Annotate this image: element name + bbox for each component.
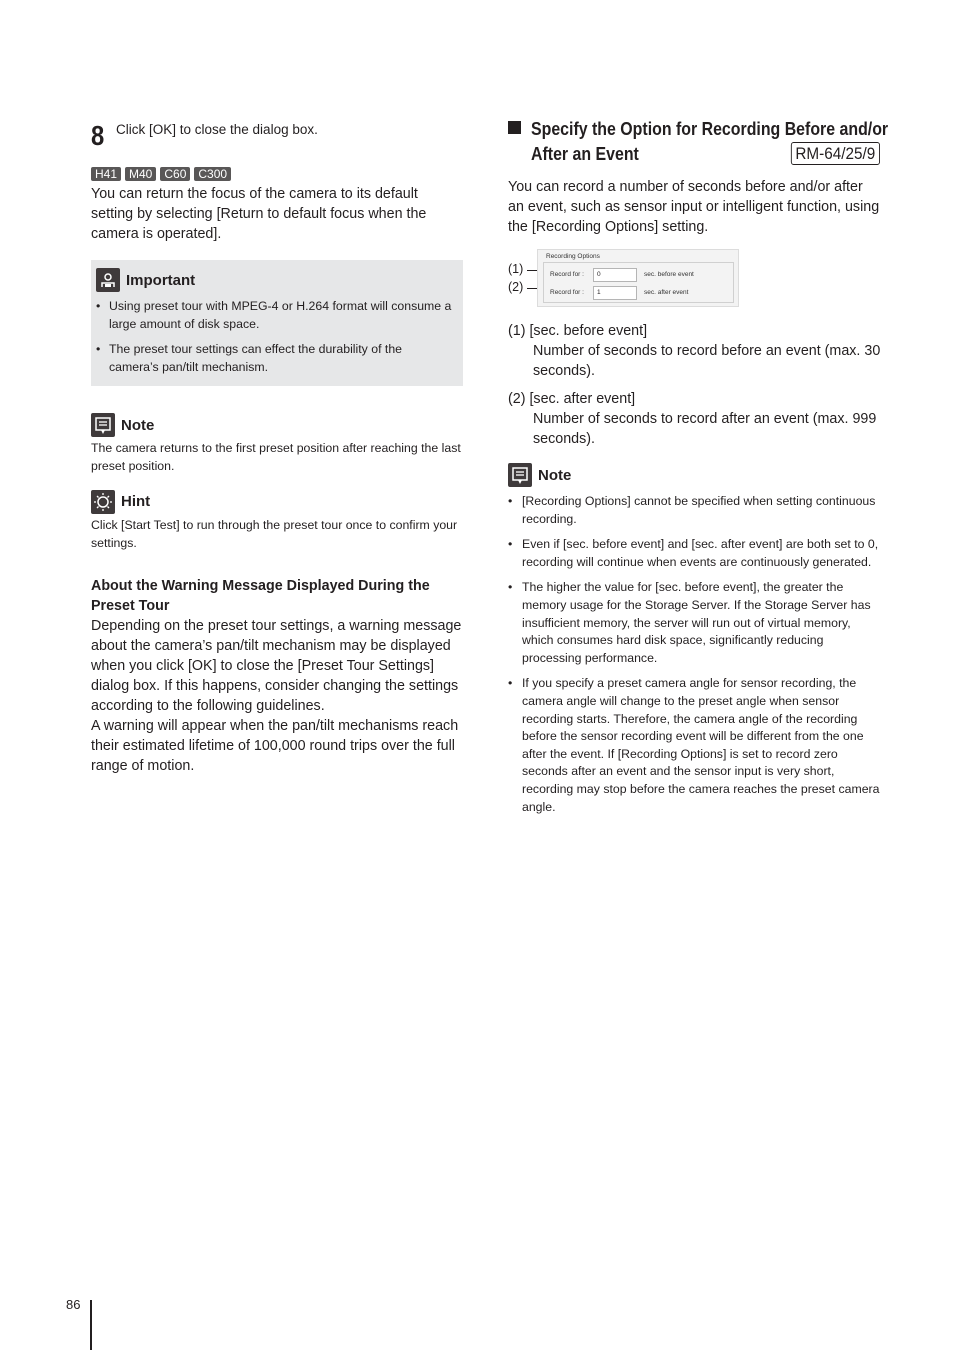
record-for-label: Record for : <box>550 289 584 296</box>
model-badge: M40 <box>125 167 156 181</box>
note-icon <box>508 463 532 487</box>
list-item: • The higher the value for [sec. before event], the greater the memory usage for the Storage Server. If the Storage Server has insufficient memory, the server will run out of virtual memory, which consumes hard disk space, significantly reducing processing performance. <box>508 579 882 667</box>
step-text: Click [OK] to close the dialog box. <box>116 122 318 137</box>
step-number: 8 <box>91 120 105 151</box>
left-column <box>91 118 463 776</box>
list-item: • Even if [sec. before event] and [sec. after event] are both set to 0, recording will continue when events are continuously generated. <box>508 536 882 571</box>
page-rule <box>90 1300 92 1350</box>
before-event-field[interactable]: 0 <box>593 268 637 282</box>
important-box <box>91 260 463 386</box>
definition-term: (2) [sec. after event] <box>508 391 636 407</box>
callout-2: (2) <box>508 280 524 294</box>
section-title-line: After an Event <box>531 143 639 164</box>
rm-badge: RM-64/25/9 <box>791 142 880 165</box>
hint-title: Hint <box>121 493 151 511</box>
focus-text: You can return the focus of the camera to its default setting by selecting [Return to default focus when the camera is operated]. <box>91 186 427 242</box>
group-title: Recording Options <box>546 253 600 260</box>
hint-header <box>91 490 463 514</box>
list-item: • The preset tour settings can effect the durability of the camera’s pan/tilt mechanism. <box>96 341 455 376</box>
recording-options-screenshot <box>508 249 882 309</box>
after-event-field[interactable]: 1 <box>593 286 637 300</box>
note-section <box>508 463 882 816</box>
definition-term: (1) [sec. before event] <box>508 323 648 339</box>
important-list <box>96 298 455 376</box>
right-column <box>508 116 889 816</box>
section-title-line: Specify the Option for Recording Before and/or <box>531 118 889 139</box>
note-text: The camera returns to the first preset position after reaching the last preset position. <box>91 441 461 474</box>
warning-para: Depending on the preset tour settings, a warning message about the camera’s pan/tilt mechanism may be displayed when you click [OK] to close the [Preset Tour Settings] dialog box. If this happens, consider changing the settings according to the following guidelines. <box>91 617 462 714</box>
before-event-suffix: sec. before event <box>644 271 694 278</box>
note-title: Note <box>121 416 155 434</box>
record-for-label: Record for : <box>550 271 584 278</box>
list-item: • Using preset tour with MPEG-4 or H.264 format will consume a large amount of disk space. <box>96 298 455 333</box>
model-badge: C300 <box>194 167 231 181</box>
step-8 <box>91 118 463 154</box>
hint-section <box>91 490 463 553</box>
list-item: • If you specify a preset camera angle for sensor recording, the camera angle will change to the preset angle when sensor recording starts. Therefore, the camera angle of the recording before the sensor recording event will be different from the one after the event. If [Recording Options] is set to record zero seconds after an event and the sensor input is very short, recording may stop before the camera reaches the preset camera angle. <box>508 675 882 816</box>
note-header <box>91 413 463 437</box>
important-header <box>96 268 455 292</box>
important-icon <box>96 268 120 292</box>
note-header <box>508 463 882 487</box>
page-number: 86 <box>66 1297 81 1312</box>
hint-icon <box>91 490 115 514</box>
warning-section <box>91 576 463 776</box>
note-title: Note <box>538 466 572 484</box>
important-title: Important <box>126 271 196 289</box>
callout-1: (1) <box>508 262 524 276</box>
warning-para: A warning will appear when the pan/tilt mechanisms reach their estimated lifetime of 100,000 round trips over the full range of motion. <box>91 717 459 774</box>
square-bullet-icon <box>508 121 521 134</box>
section-heading <box>508 116 889 168</box>
list-item: • [Recording Options] cannot be specified when setting continuous recording. <box>508 493 882 528</box>
model-badge: H41 <box>91 167 121 181</box>
note-section <box>91 413 463 476</box>
group-box <box>543 262 734 303</box>
model-badges <box>91 167 463 181</box>
warning-heading: About the Warning Message Displayed During the Preset Tour <box>91 577 430 614</box>
definition-desc: Number of seconds to record after an event (max. 999 seconds). <box>533 411 877 447</box>
note-icon <box>91 413 115 437</box>
definition-list <box>508 321 882 449</box>
definition-desc: Number of seconds to record before an event (max. 30 seconds). <box>533 343 881 379</box>
screenshot-frame <box>537 249 739 307</box>
model-badge: C60 <box>160 167 190 181</box>
hint-text: Click [Start Test] to run through the preset tour once to confirm your settings. <box>91 517 458 550</box>
after-event-suffix: sec. after event <box>644 289 689 296</box>
note-list <box>508 493 882 816</box>
intro-text: You can record a number of seconds before and/or after an event, such as sensor input or intelligent function, using the [Recording Options] setting. <box>508 179 880 235</box>
